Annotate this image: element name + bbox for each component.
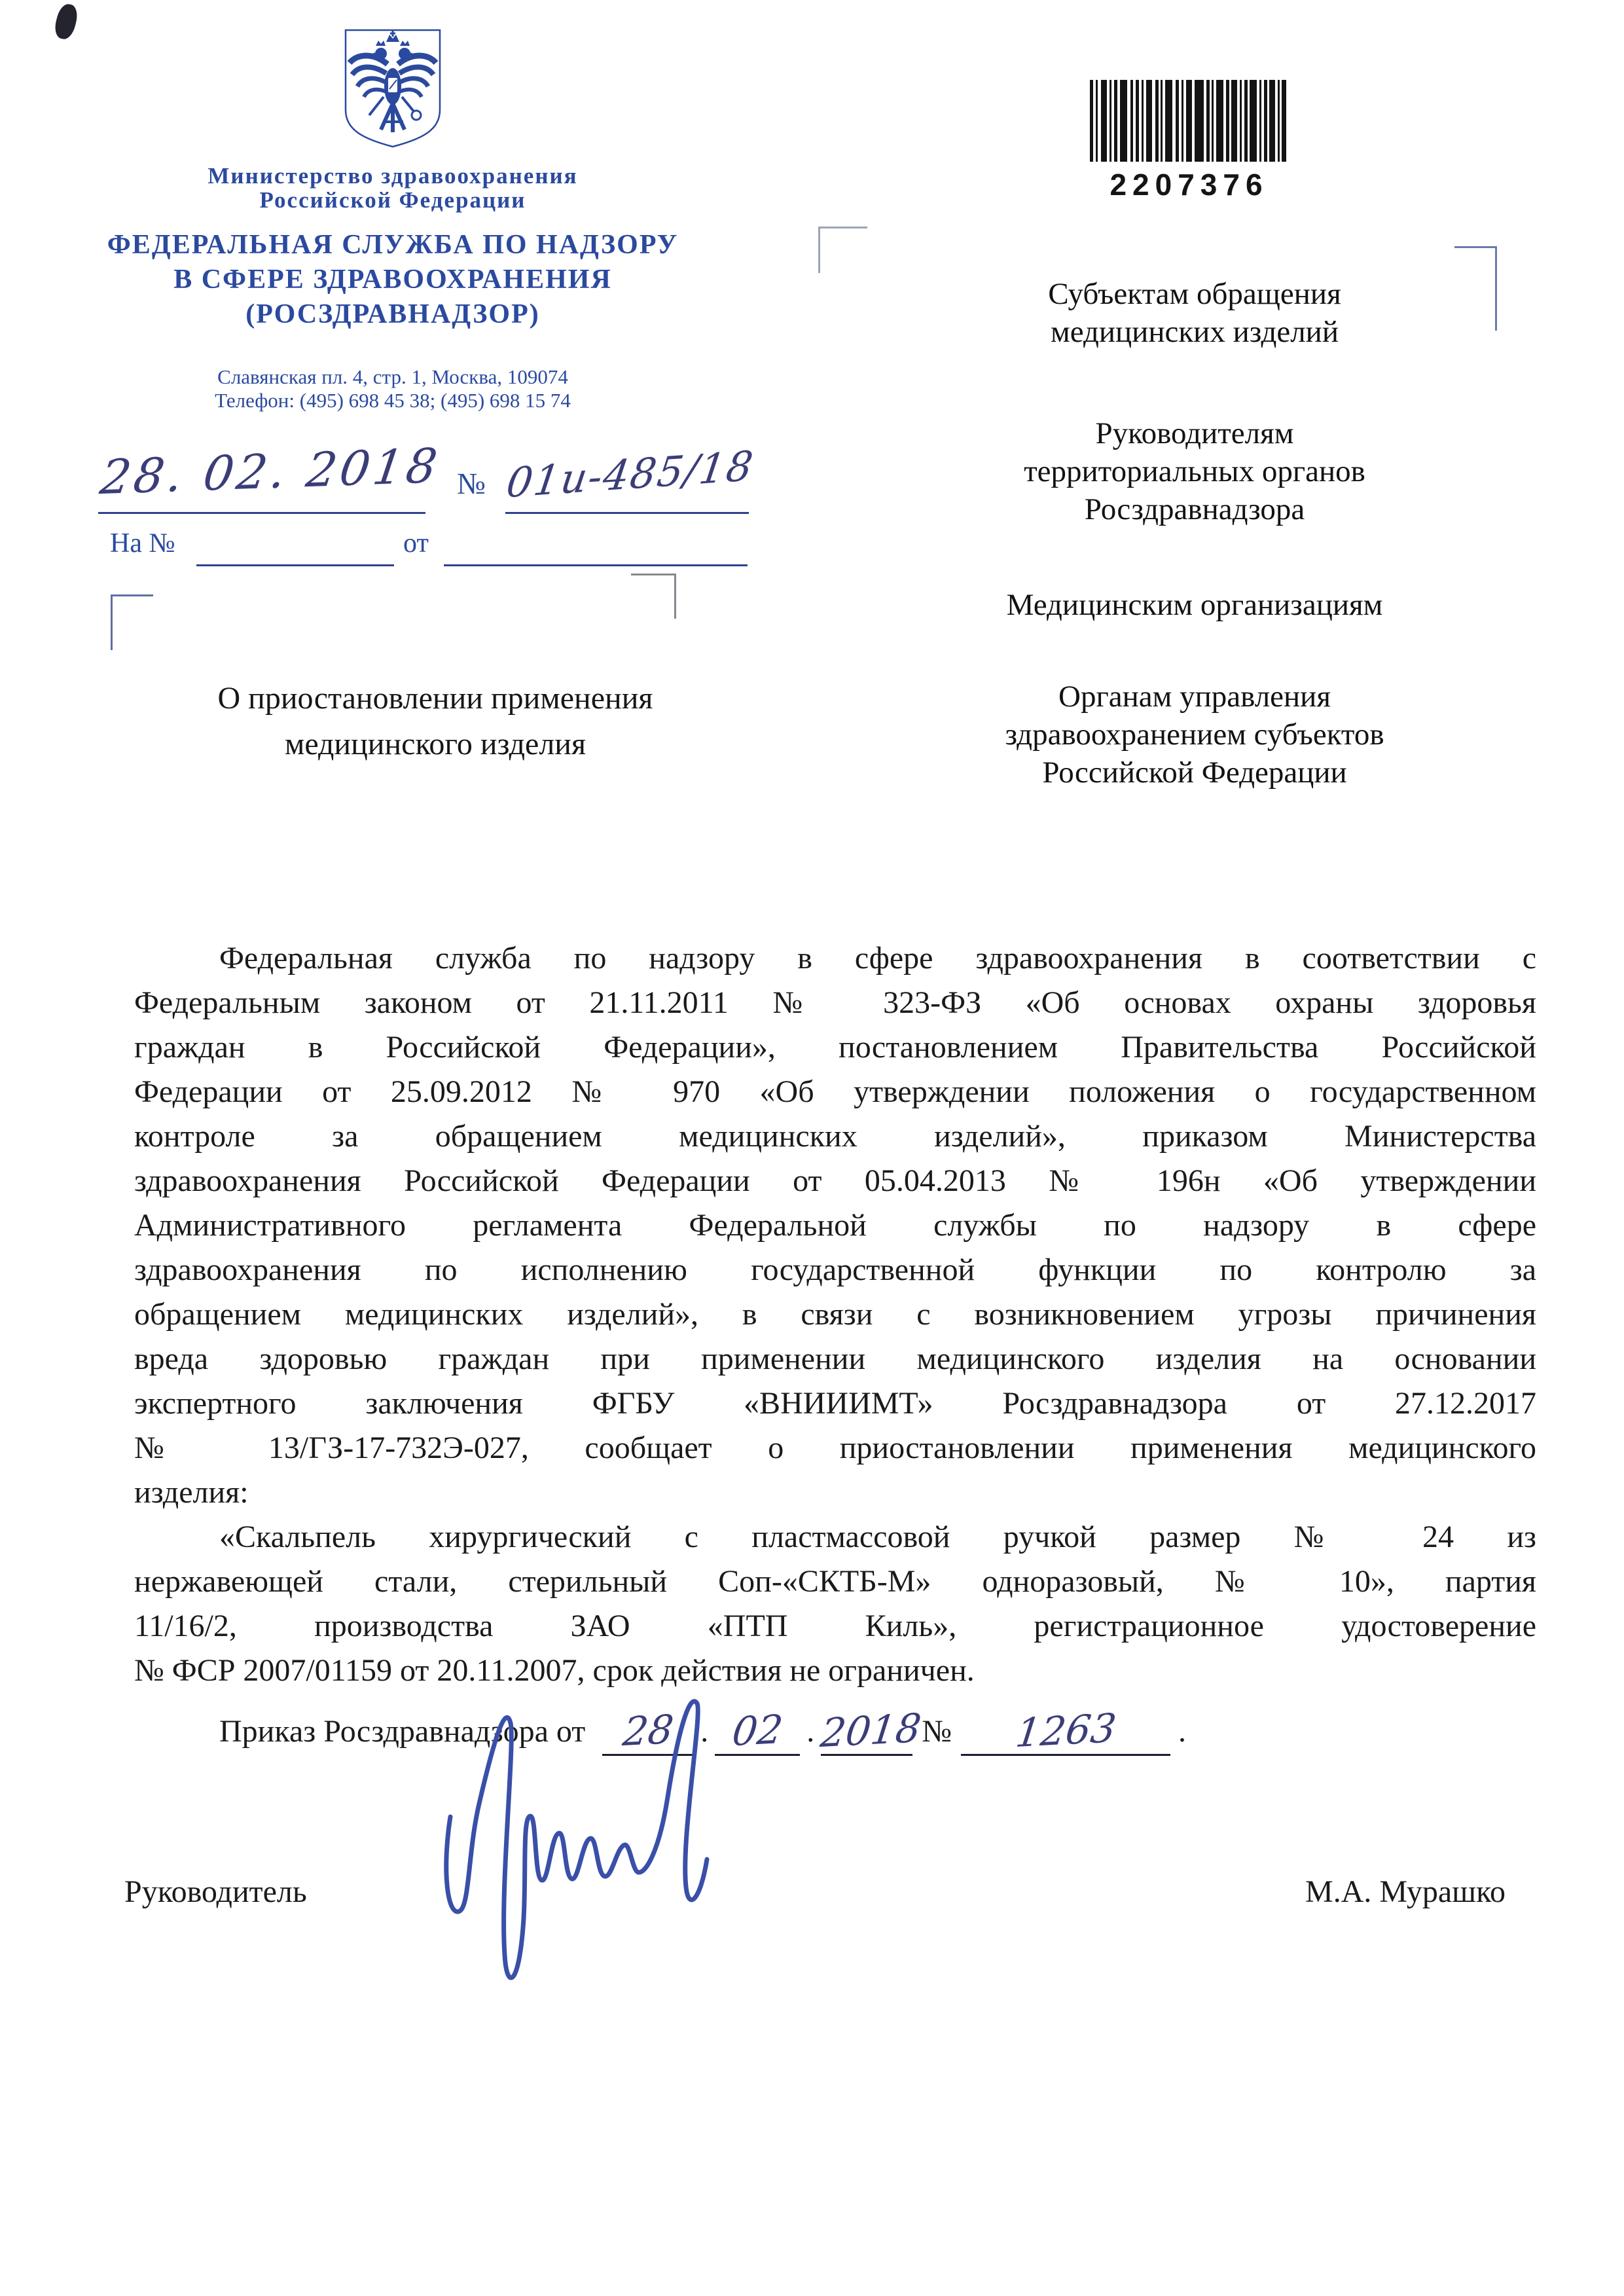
body-line: Федерации от 25.09.2012 № 970 «Об утверждении положения о государственном xyxy=(134,1074,1536,1109)
reply-to-label: На № xyxy=(110,528,175,558)
body-line: «Скальпель хирургический с пластмассовой ручкой размер № 24 из xyxy=(219,1520,1536,1554)
letterhead xyxy=(98,26,687,412)
body-line: Административного регламента Федеральной службы по надзору в сфере xyxy=(134,1208,1536,1243)
body-line: здравоохранения по исполнению государственной функции по контролю за xyxy=(134,1252,1536,1287)
service-line: В СФЕРЕ ЗДРАВООХРАНЕНИЯ xyxy=(173,264,612,295)
order-separator: . xyxy=(700,1714,709,1749)
corner-mark-left-icon xyxy=(111,594,153,650)
body-line: экспертного заключения ФГБУ «ВНИИИМТ» Росздравнадзора от 27.12.2017 xyxy=(134,1386,1536,1421)
body-line: 11/16/2, производства ЗАО «ПТП Киль», регистрационное удостоверение xyxy=(134,1609,1536,1643)
scan-artifact xyxy=(52,2,80,41)
number-sign: № xyxy=(457,467,486,500)
body-line: вреда здоровью граждан при применении медицинского изделия на основании xyxy=(134,1341,1536,1376)
recipient-line: Субъектам обращения xyxy=(1048,277,1341,311)
handwritten-order-number: 1263 xyxy=(1013,1705,1119,1757)
order-number-sign: № xyxy=(922,1714,952,1749)
recipient-group xyxy=(929,414,1460,528)
ministry-line: Российской Федерации xyxy=(259,187,526,213)
barcode-image xyxy=(1090,80,1288,162)
order-prefix: Приказ Росздравнадзора от xyxy=(219,1714,586,1749)
signatory-name: М.А. Мурашко xyxy=(1305,1874,1506,1909)
body-line: контроле за обращением медицинских изделий», приказом Министерства xyxy=(134,1119,1536,1154)
subject-text: О приостановлении применения xyxy=(217,681,653,716)
recipient-group xyxy=(929,275,1460,351)
order-year-field xyxy=(818,1705,924,1757)
reply-date-label: от xyxy=(403,528,429,558)
recipient-line: Росздравнадзора xyxy=(1084,492,1305,526)
service-name xyxy=(98,228,687,332)
handwritten-month: 02 xyxy=(729,1706,785,1756)
reply-number-blank xyxy=(196,532,394,566)
reply-date-blank xyxy=(444,532,748,566)
service-line: ФЕДЕРАЛЬНАЯ СЛУЖБА ПО НАДЗОРУ xyxy=(107,230,679,260)
signature-image xyxy=(432,1676,825,2010)
body-text xyxy=(134,936,1536,1693)
recipient-line: Органам управления xyxy=(1058,680,1331,714)
body-line: здравоохранения Российской Федерации от 05.04.2013 № 196н «Об утверждении xyxy=(134,1163,1536,1198)
barcode-number: 2207376 xyxy=(1110,168,1269,202)
corner-mark-right-icon xyxy=(631,574,676,619)
service-phone: Телефон: (495) 698 45 38; (495) 698 15 74 xyxy=(215,389,571,412)
recipient-line: здравоохранением субъектов xyxy=(1005,718,1384,752)
recipient-group xyxy=(929,586,1460,624)
body-line: обращением медицинских изделий», в связи с возникновением угрозы причинения xyxy=(134,1297,1536,1332)
recipient-line: территориальных органов xyxy=(1024,454,1365,488)
address-zone-corner-left-icon xyxy=(818,227,867,273)
handwritten-number: 01и-485/18 xyxy=(503,441,757,507)
body-line: нержавеющей стали, стерильный Соп-«СКТБ-М» одноразовый, № 10», партия xyxy=(134,1564,1536,1599)
recipient-line: Медицинским организациям xyxy=(1006,588,1383,622)
service-address: Славянская пл. 4, стр. 1, Москва, 109074 xyxy=(217,365,568,388)
handwritten-day: 28 xyxy=(620,1706,676,1756)
address-zone-corner-right-icon xyxy=(1454,246,1497,331)
handwritten-date: 28. 02. 2018 xyxy=(97,437,444,505)
recipient-line: Руководителям xyxy=(1095,416,1294,450)
body-line: № ФСР 2007/01159 от 20.11.2007, срок действия не ограничен. xyxy=(134,1653,975,1688)
body-line: № 13/ГЗ-17-732Э-027, сообщает о приостановлении применения медицинского xyxy=(134,1430,1536,1465)
subject-text: медицинского изделия xyxy=(284,727,586,761)
order-number-field xyxy=(961,1705,1170,1757)
subject-line xyxy=(177,676,694,767)
body-line: граждан в Российской Федерации», постановлением Правительства Российской xyxy=(134,1030,1536,1065)
body-line: изделия: xyxy=(134,1475,249,1510)
russian-coat-of-arms-icon xyxy=(340,26,445,151)
service-line: (РОСЗДРАВНАДЗОР) xyxy=(245,299,540,329)
recipient-group xyxy=(929,678,1460,792)
recipient-line: Российской Федерации xyxy=(1042,756,1347,790)
order-separator: . xyxy=(806,1714,815,1749)
body-line: Федеральным законом от 21.11.2011 № 323-ФЗ «Об основах охраны здоровья xyxy=(134,985,1536,1020)
order-period: . xyxy=(1178,1714,1187,1749)
barcode xyxy=(1090,80,1288,202)
order-line xyxy=(134,1705,1624,1757)
handwritten-year: 2018 xyxy=(818,1705,924,1757)
ministry-name xyxy=(98,164,687,212)
recipient-line: медицинских изделий xyxy=(1050,315,1339,349)
signatory-position: Руководитель xyxy=(124,1874,307,1909)
ministry-line: Министерство здравоохранения xyxy=(208,163,578,189)
body-line: Федеральная служба по надзору в сфере здравоохранения в соответствии с xyxy=(219,941,1536,975)
outgoing-number-field xyxy=(503,432,757,514)
outgoing-date-field xyxy=(97,432,444,514)
